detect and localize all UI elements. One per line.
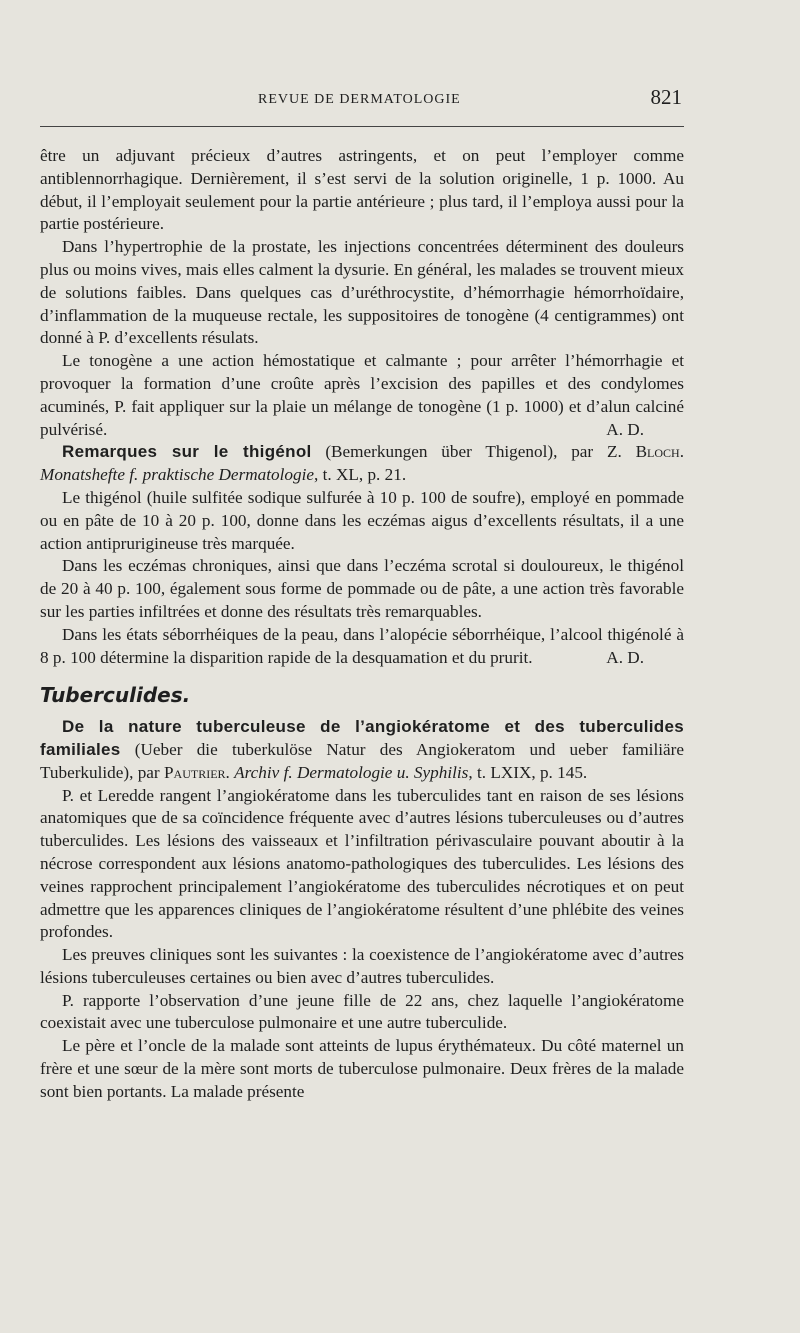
article-1-title: Remarques sur le thigénol bbox=[62, 442, 312, 462]
paragraph-9: P. rapporte l’observation d’une jeune fille de 22 ans, chez laquelle l’angiokératome coexistait avec une tuberculose pulmonaire et une autre tuberculide. bbox=[40, 990, 684, 1033]
paragraph-3-content: Le tonogène a une action hémostatique et calmante ; pour arrêter l’hémorrhagie et provoquer la formation d’une croûte après l’excision des papilles et des condylomes acuminés, P. fait appliquer sur la plaie un mélange de tonogène (1 p. 1000) et d’alun calciné pulvérisé. bbox=[40, 351, 684, 439]
paragraph-6 bbox=[40, 624, 684, 670]
article-1-journal: Monatshefte f. praktische Dermatologie bbox=[40, 465, 314, 485]
paragraph-7: P. et Leredde rangent l’angiokératome dans les tuberculides tant en raison de ses lésions anatomiques que de sa coïncidence fréquente avec d’autres lésions tuberculeuses ou d’autres tuberculides. Les lésions des vaisseaux et l’infiltration périvasculaire pouvant aboutir à la nécrose correspondent aux lésions anatomo-pathologiques des tuberculides. Les lésions des veines rapprochent principalement l’angiokératome des tuberculides nécrotiques et on peut admettre que les apparences cliniques de l’angiokératome résultent d’une phlébite des veines profondes. bbox=[40, 785, 684, 942]
signature-2: A. D. bbox=[606, 647, 644, 667]
page-number: 821 bbox=[650, 85, 682, 109]
paragraph-3-text bbox=[40, 350, 684, 441]
article-2-ref: , t. LXIX, p. 145. bbox=[468, 762, 588, 782]
article-2-author: Pautrier bbox=[163, 762, 226, 782]
running-head: REVUE DE DERMATOLOGIE bbox=[258, 92, 461, 107]
article-2-heading: De la nature tuberculeuse de l’angiokératome et des tuberculides familiales (Ueber die tuberkulöse Natur des Angiokeratom und ueber familiäre Tuberkulide), par Pautrier. Archiv f. Dermatologie u. Syphilis, t. LXIX, p. 145. bbox=[40, 717, 684, 782]
text-body bbox=[40, 145, 684, 1104]
section-title: Tuberculides. bbox=[40, 683, 191, 708]
paragraph-2: Dans l’hypertrophie de la prostate, les injections concentrées déterminent des douleurs plus ou moins vives, mais elles calment la dysurie. En général, les malades se trouvent mieux de solutions faibles. Dans quelques cas d’uréthrocystite, d’hémorrhagie hémorrhoïdaire, d’inflammation de la muqueuse rectale, les suppositoires de tonogène (4 centigrammes) ont donné à P. d’excellents résulats. bbox=[40, 237, 684, 348]
article-2-subtitle: (Ueber die tuberkulöse Natur des Angiokeratom und ueber familiäre Tuberkulide), par bbox=[40, 739, 684, 782]
article-2-journal: Archiv f. Dermatologie u. Syphilis bbox=[234, 762, 469, 782]
paragraph-10: Le père et l’oncle de la malade sont atteints de lupus érythémateux. Du côté maternel un frère et une sœur de la mère sont morts de tuberculose pulmonaire. Deux frères de la malade sont bien portants. La malade présente bbox=[40, 1036, 684, 1101]
signature-1: A. D. bbox=[606, 419, 644, 439]
article-1-ref: , t. XL, p. 21. bbox=[314, 465, 407, 485]
paragraph-6-content: Dans les états séborrhéiques de la peau, dans l’alopécie séborrhéique, l’alcool thigénolé à 8 p. 100 détermine la disparition rapide de la desquamation et du prurit. bbox=[40, 624, 684, 667]
article-2-title: De la nature tuberculeuse de l’angiokératome et des tuberculides familiales bbox=[40, 717, 684, 759]
paragraph-8: Les preuves cliniques sont les suivantes : la coexistence de l’angiokératome avec d’autres lésions tuberculeuses certaines ou bien avec d’autres tuberculides. bbox=[40, 945, 684, 987]
article-1-author: Bloch bbox=[635, 442, 680, 462]
header-rule bbox=[40, 126, 684, 127]
page-header bbox=[40, 86, 684, 116]
paragraph-5: Dans les eczémas chroniques, ainsi que dans l’eczéma scrotal si douloureux, le thigénol de 20 à 40 p. 100, également sous forme de pommade ou de pâte, a une action très favorable sur les parties infiltrées et donne des résultats très remarquables. bbox=[40, 556, 684, 621]
article-1-subtitle: (Bemerkungen über Thigenol), par Z. bbox=[311, 442, 636, 462]
article-1-heading: Remarques sur le thigénol (Bemerkungen über Thigenol), par Z. Bloch. Monatshefte f. praktische Dermatologie, t. XL, p. 21. bbox=[40, 442, 684, 485]
paragraph-1: être un adjuvant précieux d’autres astringents, et on peut l’employer comme antiblennorrhagique. Dernièrement, il s’est servi de la solution originelle, 1 p. 1000. Au début, il l’employait seulement pour la partie antérieure ; plus tard, il l’employa aussi pour la partie postérieure. bbox=[40, 146, 684, 234]
paragraph-4: Le thigénol (huile sulfitée sodique sulfurée à 10 p. 100 de soufre), employé en pommade ou en pâte de 10 à 20 p. 100, donne dans les eczémas aigus d’excellents résultats, il a une action antiprurigineuse très marquée. bbox=[40, 487, 684, 553]
